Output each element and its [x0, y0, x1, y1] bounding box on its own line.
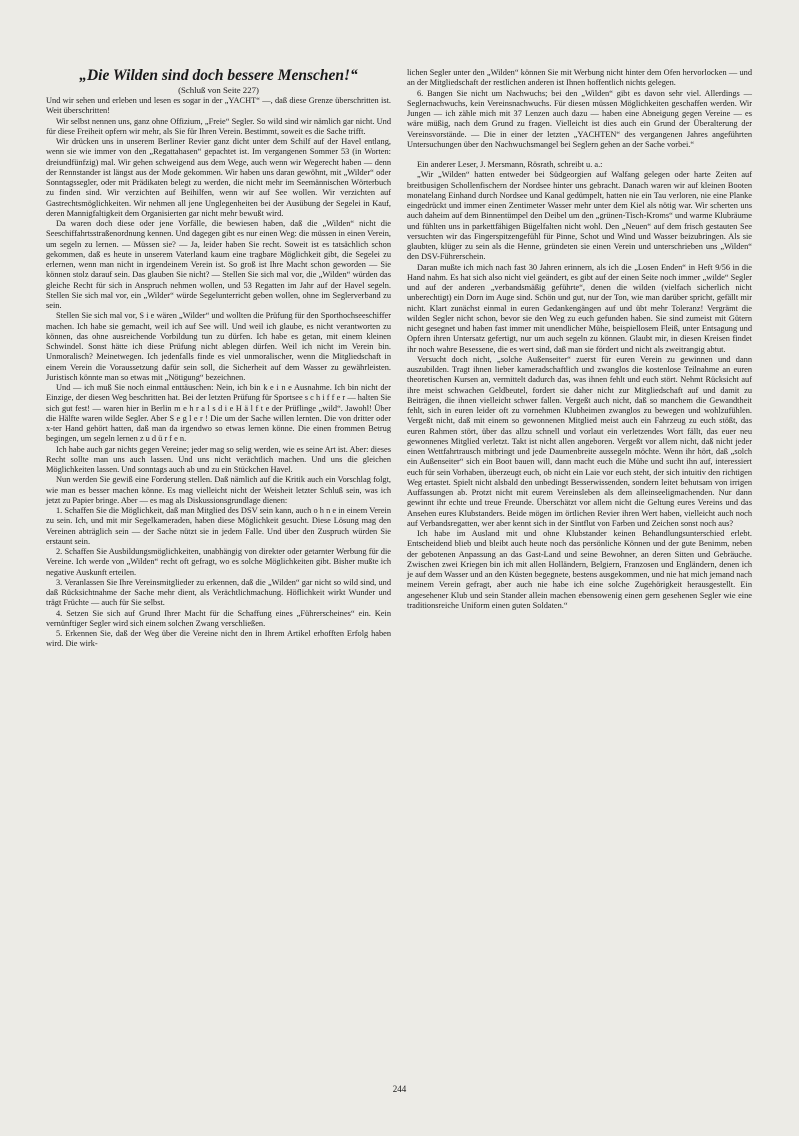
article-paragraph: Daran mußte ich mich nach fast 30 Jahren erinnern, als ich die „Losen Enden“ in Heft 9/56 in die Hand nahm. Es hat sich also nicht viel geändert, es gibt auf der einen Seite noch immer „wilde“ Segler und auf der anderen „verbandsmäßig geführte“, denen die wilden (vielfach sicherlich nicht unberechtigt) ein Dorn im Auge sind. Schön und gut, nur der Ton, wie man darüber spricht, gefällt mir nicht. Klart zunächst einmal in euren Gedankengängen auf und übt mehr Toleranz! Vergrämt die wilden Segler nicht schon, bevor sie den Weg zu euch gefunden haben. Sie sind zumeist mit Gütern nicht gesegnet und haben fast immer mit unendlicher Mühe, beispiellosem Fleiß, unter Entsagung und Opfern ihren Untersatz gefertigt, nur um auch segeln zu können. Glaubt mir, in diesen Kreisen findet ihr noch wahre Besessene, die es wert sind, daß man sie fördert und nicht als zweitrangig abtut. — [407, 262, 752, 354]
article-paragraph: Wir drücken uns in unserem Berliner Revier ganz dicht unter dem Schilf auf der Havel entlang, wenn sie wie immer von den „Regattahasen“ gepachtet ist. Im vergangenen Sommer 53 (in Worten: dreiundfünfzig) mal. Wir gehen schweigend aus dem Wege, auch wenn wir Wegerecht haben — denn der Rennstander ist längst aus der Mode gekommen. Wir haben uns daran gewöhnt, mit „Wilder“ oder Sonntagssegler, oder mit Prädikaten belegt zu werden, die nicht mehr im Seemännischen Wörterbuch zu finden sind. Wir verzichten auf Beihilfen, wenn wir auf See wollen. Wir verzichten auf Gastrechtsmöglichkeiten. Wir nehmen all jene Unglegenheiten bei der Ausübung der Segelei in Kauf, deren Mannigfaltigkeit dem Organisierten gar nicht mehr bewußt wird. — [46, 137, 391, 218]
article-paragraph: Ich habe im Ausland mit und ohne Klubstander keinen Behandlungsunterschied erlebt. Entscheidend blieb und bleibt auch heute noch das persönliche Können und der gute Benimm, neben der gebotenen Anpassung an das Gast-Land und seine Bewohner, an deren Sitten und Gebräuche. Zwischen zwei Kriegen bin ich mit allen Holländern, Belgiern, Franzosen und Engländern, denen ich je auf dem Wasser und an den Küsten begegnete, bestens ausgekommen, und nie hat mich jemand nach meinem Verein gefragt, aber auch nie habe ich eine solche Zugehörigkeit herausgestellt. Ein angesehener Klub und sein Stander allein machen ebensowenig einen gern gesehenen Segler wie eine traditionsreiche Uniform einen guten Soldaten.“ — [407, 529, 752, 610]
article-paragraph: Versucht doch nicht, „solche Außenseiter“ zuerst für euren Verein zu gewinnen und dann auszubilden. Tragt ihnen lieber kameradschaftlich und zwanglos die kostenlose Teilnahme an euren theoretischen Kursen an, vermittelt dadurch das, was ihnen fehlt und euch stört. Nehmt Rücksicht auf ihre meist schwachen Geldbeutel, fordert sie daher nicht zur Mitgliedschaft auf und damit zu Beiträgen, die ihnen vielleicht schwer fallen. Vergeßt auch nicht, daß so manchem die Gewandtheit fehlt, sich in euren leider oft zu vornehmen Klubheimen zwanglos zu bewegen und wohlzufühlen. Vergeßt nicht, daß mit einem so gewonnenen Mitglied meist auch ein Fahrzeug zu euch stößt, das euren Rahmen stört, über das allzu schnell und vorlaut ein verletzendes Wort fällt, das euer neu gewonnenes Mitglied verletzt. Takt ist nicht allen angeboren. Vergeßt vor allem nicht, daß nicht jeder einen Wettfahrtrausch mitbringt und jede Daumenbreite aussegeln möchte. Wenn ihr hört, daß „solch ein Außenseiter“ sich ein Boot bauen will, dann macht euch die Mühe und sucht ihn auf, interessiert euch für sein Vorhaben, überzeugt euch, ob nicht ein Laie vor euch steht, der sich intuitiv den richtigen Weg ertastet. Spielt nicht alsbald den unbedingt Besserwissenden, sondern leitet behutsam von irrigen Auffassungen ab. Protzt nicht mit eurem Vereinsleben als dem alleinseeligmachenden. Nur dann gewinnt ihr echte und treue Freunde. Überschätzt vor allem nicht die Geltung eures Vereins und das Ansehen eures Klubstanders. Beide mögen im örtlichen Revier ihren Wert haben, vielleicht auch noch auf Verbandsregatten, wer aber kennt sich in der Sintflut von Farben und Zeichen sonst noch aus? — [407, 354, 752, 528]
article-paragraph: Da waren doch diese oder jene Vorfälle, die bewiesen haben, daß die „Wilden“ nicht die Seeschiffahrtsstraßenordnung kennen. Und dagegen gibt es nur einen Weg: die müssen in einen Verein, um segeln zu lernen. — Müssen sie? — Ja, leider haben Sie recht. Soweit ist es tatsächlich schon gekommen, daß es heute in unserem Vaterland kaum eine tragbare Möglichkeit gibt, die Segelei zu erlernen, wenn man nicht in irgendeinem Verein ist. So groß ist Ihre Macht schon geworden — Sie können stolz darauf sein. Das glauben Sie nicht? — Stellen Sie sich mal vor, die „Wilden“ würden das gleiche Recht für sich in Anspruch nehmen wollen, und 53 Regatten im Jahr auf der Havel segeln. Stellen Sie sich mal vor, ein „Wilder“ würde Segelunterricht geben wollen, ohne im Seglerverband zu sein. — [46, 219, 391, 310]
article-paragraph: Ich habe auch gar nichts gegen Vereine; jeder mag so selig werden, wie es seine Art ist. Aber: dieses Recht sollte man uns auch lassen. Und uns nicht verächtlich machen. Und uns die gleichen Möglichkeiten lassen. Und sonntags auch ab und zu ein Stückchen Havel. — [46, 444, 391, 474]
article-paragraph: 4. Setzen Sie sich auf Grund Ihrer Macht für die Schaffung eines „Führerscheines“ ein. Kein vernünftiger Segler wird sich einem solchen Zwang verschließen. — [46, 608, 391, 628]
right-column — [407, 68, 752, 650]
left-column — [46, 68, 391, 650]
article-paragraph: Und wir sehen und erleben und lesen es sogar in der „YACHT“ —, daß diese Grenze überschritten ist. Weit überschritten! — [46, 96, 391, 116]
page-number: 244 — [392, 1084, 407, 1094]
article-paragraph: Ein anderer Leser, J. Mersmann, Rösrath, schreibt u. a.: — [417, 160, 603, 169]
continued-from-note: (Schluß von Seite 227) — [178, 85, 259, 95]
article-paragraph: 2. Schaffen Sie Ausbildungsmöglichkeiten, unabhängig von direkter oder getarnter Werbung für die Vereine. Ich werde von „Wilden“ recht oft gefragt, wo es solche Möglichkeiten gibt. Bisher mußte ich negative Auskunft erteilen. — [46, 547, 391, 577]
article-paragraph: 6. Bangen Sie nicht um Nachwuchs; bei den „Wilden“ gibt es davon sehr viel. Allerdings — Seglernachwuchs, kein Vereinsnachwuchs. Für diesen müssen Möglichkeiten geschaffen werden. Wir Jungen — ich zähle mich mit 37 Lenzen auch dazu — haben eine Abneigung gegen Vereine — es wäre müßig, nach dem Grund zu fragen. Vielleicht ist dies auch ein Grund der Überalterung der Vereinsvorstände. — Die in einer der letzten „YACHTEN“ des vergangenen Jahres angeführten Untersuchungen über den Nachwuchsmangel bei Seglern gehen an der Sache vorbei.“ — [407, 88, 752, 149]
right-column-part-1 — [407, 68, 752, 150]
article-paragraph: 1. Schaffen Sie die Möglichkeit, daß man Mitglied des DSV sein kann, auch o h n e in einem Verein zu sein. Ich, und mit mir Segelkameraden, haben diese Möglichkeit gesucht. Diese Lösung mag den Vereinen abträglich sein — der Sache nützt sie in jedem Falle. Und über den Zuspruch würden Sie erstaunt sein. — [46, 506, 391, 546]
article-paragraph: 3. Veranlassen Sie Ihre Vereinsmitglieder zu erkennen, daß die „Wilden“ gar nicht so wild sind, und daß Rücksichtnahme der Sache mehr dient, als Verächtlichmachung. Höflichkeit wirkt Wunder und trägt Früchte — auch für Sie selbst. — [46, 577, 391, 608]
article-paragraph: Nun werden Sie gewiß eine Forderung stellen. Daß nämlich auf die Kritik auch ein Vorschlag folgt, wie man es besser machen könne. Es mag vielleicht nicht der Weisheit letzter Schluß sein, was ich jetzt zu Papier bringe. Aber — es mag als Diskussionsgrundlage dienen: — [46, 475, 391, 505]
article-paragraph: 5. Erkennen Sie, daß der Weg über die Vereine nicht den in Ihrem Artikel erhofften Erfolg haben wird. Die wirk- — [46, 629, 391, 649]
article-paragraph: Wir selbst nennen uns, ganz ohne Offizium, „Freie“ Segler. So wild sind wir nämlich gar nicht. Und für diese Freiheit opfern wir mehr, als Sie für Ihren Verein. Bestimmt, soweit es die Sache trifft. — [46, 116, 391, 136]
right-column-part-2 — [407, 160, 752, 611]
article-paragraph: lichen Segler unter den „Wilden“ können Sie mit Werbung nicht hinter dem Ofen hervorlocken — und an der Mitgliedschaft der restlichen anderen ist Ihnen hoffentlich nichts gelegen. — [407, 68, 752, 88]
article-paragraph: „Wir „Wilden“ hatten entweder bei Südgeorgien auf Walfang gelegen oder harte Zeiten auf breitbusigen Schollenfischern der Nordsee hinter uns gebracht. Danach waren wir auf kleinen Booten monatelang Einhand durch Nordsee und Kanal gedümpelt, hatten nie ein Tau verloren, nie eine Planke eingedrückt und immer einen Zentimeter Wasser mehr unter dem Kiel als nötig war. Wir scherten uns auch daheim auf dem Binnentümpel den Deibel um den „grünen-Tisch-Kroms“ und warme Klubräume und fühlten uns in parkettfähigen Bügelfalten nicht wohl. Den „Neuen“ auf dem frisch gestauten See versuchten wir das Fingerspitzengefühl für Pinne, Schot und Wind und Wasser beizubringen. Als sie glaubten, klüger zu sein als die Henne, gründeten sie einen Verein und unterschrieben uns „Wilden“ den DSV-Führerschein. — [407, 170, 752, 262]
article-title: „Die Wilden sind doch bessere Menschen!“ — [79, 67, 358, 84]
two-column-layout — [46, 68, 753, 650]
article-paragraph: Und — ich muß Sie noch einmal enttäuschen: Nein, ich bin k e i n e Ausnahme. Ich bin nicht der Einzige, der diesen Weg beschritten hat. Bei der letzten Prüfung für Sportsee s c h i f f e r — halten Sie sich gut fest! — waren hier in Berlin m e h r a l s d i e H ä l f t e der Prüflinge „wild“. Jawohl! Über die Hälfte waren wilde Segler. Aber S e g l e r ! Die um der Sache willen lernten. Die von dritter oder x-ter Hand gehört hatten, daß man da irgendwo so etwas lernen könne. Die einen frommen Betrug begingen, um segeln lernen z u d ü r f e n. — [46, 383, 391, 444]
article-paragraph: Stellen Sie sich mal vor, S i e wären „Wilder“ und wollten die Prüfung für den Sporthochseeschiffer machen. Ich habe sie gemacht, weil ich auf See will. Und weil ich glaube, es nicht verantworten zu können, das ohne ausreichende Vorbildung tun zu dürfen. Ich habe es getan, mit einem kleinen Schwindel. Sonst hätte ich diese Prüfung nicht ablegen dürfen. Weil ich nicht im Verein bin. Unmoralisch? Meinetwegen. Ich jedenfalls finde es viel unmoralischer, wenn die Mitgliedschaft in einem Verein die Voraussetzung dafür sein soll, die Sicherheit auf dem Wasser zu gewährleisten. Juristisch könnte man so etwas mit „Nötigung“ bezeichnen. — [46, 311, 391, 382]
